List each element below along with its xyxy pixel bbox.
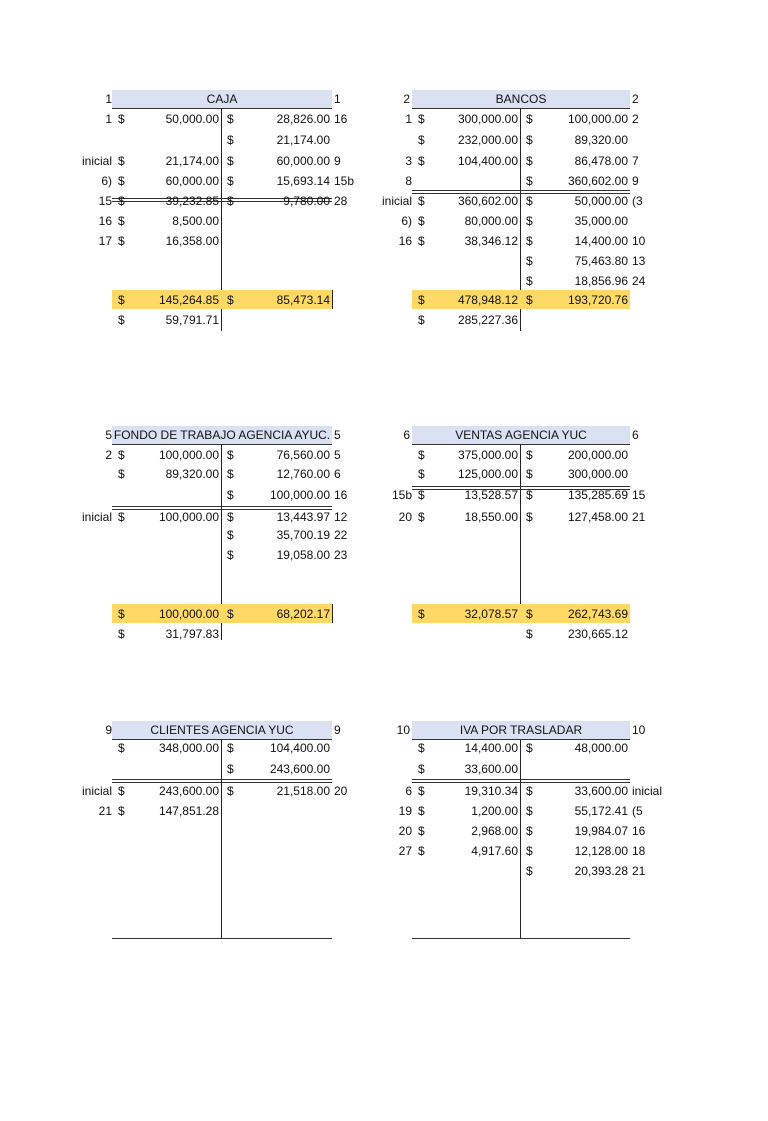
rule	[112, 779, 332, 780]
currency-symbol: $	[526, 804, 533, 818]
account-title: VENTAS AGENCIA YUC	[412, 426, 630, 445]
currency-symbol: $	[118, 627, 125, 641]
account-number-right: 6	[632, 428, 639, 442]
currency-symbol: $	[118, 234, 125, 248]
currency-symbol: $	[227, 293, 234, 307]
currency-symbol: $	[526, 154, 533, 168]
debit-amount: 147,851.28	[158, 804, 219, 818]
currency-symbol: $	[227, 448, 234, 462]
debit-amount: 348,000.00	[158, 741, 219, 755]
account-title: FONDO DE TRABAJO AGENCIA AYUC.	[112, 426, 332, 445]
currency-symbol: $	[227, 488, 234, 502]
credit-amount: 86,478.00	[574, 154, 628, 168]
currency-symbol: $	[418, 214, 425, 228]
credit-amount: 35,000.00	[574, 214, 628, 228]
debit-amount: 33,600.00	[464, 762, 518, 776]
currency-symbol: $	[526, 741, 533, 755]
credit-amount: 55,172.41	[574, 804, 628, 818]
account-iva	[370, 721, 700, 1121]
currency-symbol: $	[418, 112, 425, 126]
currency-symbol: $	[526, 510, 533, 524]
debit-amount: 8,500.00	[172, 214, 219, 228]
currency-symbol: $	[526, 174, 533, 188]
credit-amount: 21,518.00	[276, 784, 330, 798]
total-credit: 68,202.17	[276, 607, 330, 621]
debit-amount: 60,000.00	[165, 174, 219, 188]
t-account-divider	[221, 309, 222, 331]
debit-ref: 21	[98, 804, 112, 818]
credit-amount: 12,128.00	[574, 844, 628, 858]
account-number-right: 10	[632, 723, 646, 737]
currency-symbol: $	[227, 548, 234, 562]
total-debit: 478,948.12	[457, 293, 518, 307]
currency-symbol: $	[227, 607, 234, 621]
currency-symbol: $	[418, 607, 425, 621]
currency-symbol: $	[118, 214, 125, 228]
account-number-left: 2	[403, 92, 410, 106]
credit-ref: 21	[632, 864, 646, 878]
debit-ref: inicial	[81, 510, 112, 524]
currency-symbol: $	[418, 234, 425, 248]
debit-amount: 13,528.57	[464, 488, 518, 502]
credit-amount: 360,602.00	[567, 174, 628, 188]
currency-symbol: $	[418, 133, 425, 147]
credit-ref: 12	[334, 510, 348, 524]
account-number-left: 6	[403, 428, 410, 442]
total-credit: 85,473.14	[276, 293, 330, 307]
debit-amount: 360,602.00	[457, 194, 518, 208]
currency-symbol: $	[526, 824, 533, 838]
debit-amount: 4,917.60	[471, 844, 518, 858]
debit-ref: 16	[98, 214, 112, 228]
account-number-left: 10	[396, 723, 410, 737]
currency-symbol: $	[418, 488, 425, 502]
rule	[112, 506, 332, 507]
credit-amount: 200,000.00	[567, 448, 628, 462]
debit-amount: 14,400.00	[464, 741, 518, 755]
currency-symbol: $	[526, 214, 533, 228]
currency-symbol: $	[227, 784, 234, 798]
total-debit: 32,078.57	[464, 607, 518, 621]
currency-symbol: $	[418, 293, 425, 307]
credit-ref: 16	[334, 488, 348, 502]
credit-ref: 20	[334, 784, 348, 798]
debit-amount: 1,200.00	[471, 804, 518, 818]
credit-ref: 2	[632, 112, 639, 126]
currency-symbol: $	[227, 528, 234, 542]
credit-amount: 89,320.00	[574, 133, 628, 147]
account-title: CLIENTES AGENCIA YUC	[112, 721, 332, 740]
currency-symbol: $	[526, 194, 533, 208]
debit-amount: 21,174.00	[165, 154, 219, 168]
currency-symbol: $	[418, 804, 425, 818]
currency-symbol: $	[526, 293, 533, 307]
credit-amount: 21,174.00	[276, 133, 330, 147]
credit-amount: 14,400.00	[574, 234, 628, 248]
total-credit: 193,720.76	[567, 293, 628, 307]
t-account-divider	[520, 740, 521, 938]
currency-symbol: $	[118, 112, 125, 126]
credit-ref: 16	[632, 824, 646, 838]
currency-symbol: $	[526, 112, 533, 126]
account-number-left: 1	[105, 92, 112, 106]
currency-symbol: $	[227, 133, 234, 147]
debit-ref: 2	[105, 448, 112, 462]
credit-amount: 60,000.00	[276, 154, 330, 168]
credit-amount: 135,285.69	[567, 488, 628, 502]
currency-symbol: $	[118, 293, 125, 307]
credit-ref: (5	[632, 804, 643, 818]
credit-amount: 18,856.96	[574, 274, 628, 288]
credit-amount: 9,780.00	[283, 194, 330, 208]
currency-symbol: $	[418, 467, 425, 481]
balance-debit: 31,797.83	[165, 627, 219, 641]
currency-symbol: $	[418, 762, 425, 776]
debit-ref: inicial	[81, 154, 112, 168]
total-credit: 262,743.69	[567, 607, 628, 621]
credit-ref: 28	[334, 194, 348, 208]
currency-symbol: $	[526, 274, 533, 288]
currency-symbol: $	[118, 154, 125, 168]
account-number-left: 9	[105, 723, 112, 737]
debit-amount: 125,000.00	[457, 467, 518, 481]
credit-amount: 20,393.28	[574, 864, 628, 878]
credit-ref: 13	[632, 254, 646, 268]
credit-amount: 50,000.00	[574, 194, 628, 208]
debit-ref: 19	[398, 804, 412, 818]
credit-amount: 12,760.00	[276, 467, 330, 481]
total-debit: 145,264.85	[158, 293, 219, 307]
currency-symbol: $	[526, 448, 533, 462]
credit-amount: 28,826.00	[276, 112, 330, 126]
credit-ref: (3	[632, 194, 643, 208]
currency-symbol: $	[526, 627, 533, 641]
debit-ref: 16	[398, 234, 412, 248]
debit-amount: 232,000.00	[457, 133, 518, 147]
debit-amount: 50,000.00	[165, 112, 219, 126]
currency-symbol: $	[227, 467, 234, 481]
balance-debit: 59,791.71	[165, 313, 219, 327]
credit-amount: 33,600.00	[574, 784, 628, 798]
account-title: BANCOS	[412, 90, 630, 109]
debit-amount: 100,000.00	[158, 510, 219, 524]
currency-symbol: $	[227, 112, 234, 126]
credit-amount: 100,000.00	[567, 112, 628, 126]
currency-symbol: $	[418, 784, 425, 798]
debit-amount: 89,320.00	[165, 467, 219, 481]
debit-amount: 300,000.00	[457, 112, 518, 126]
currency-symbol: $	[227, 762, 234, 776]
credit-amount: 243,600.00	[269, 762, 330, 776]
credit-ref: 15	[632, 488, 646, 502]
debit-ref: inicial	[81, 784, 112, 798]
debit-ref: 17	[98, 234, 112, 248]
currency-symbol: $	[418, 844, 425, 858]
currency-symbol: $	[526, 488, 533, 502]
credit-ref: 24	[632, 274, 646, 288]
rule	[412, 938, 630, 939]
debit-ref: 1	[405, 112, 412, 126]
credit-ref: 21	[632, 510, 646, 524]
credit-ref: 15b	[334, 174, 355, 188]
debit-amount: 375,000.00	[457, 448, 518, 462]
currency-symbol: $	[118, 194, 125, 208]
currency-symbol: $	[118, 174, 125, 188]
t-account-divider	[221, 740, 222, 938]
credit-ref: 7	[632, 154, 639, 168]
currency-symbol: $	[418, 194, 425, 208]
currency-symbol: $	[526, 133, 533, 147]
debit-amount: 39,232.85	[165, 194, 219, 208]
total-debit: 100,000.00	[158, 607, 219, 621]
debit-ref: 20	[398, 510, 412, 524]
currency-symbol: $	[526, 467, 533, 481]
credit-ref: 5	[334, 448, 341, 462]
currency-symbol: $	[118, 448, 125, 462]
account-number-right: 2	[632, 92, 639, 106]
account-clientes	[70, 721, 400, 1121]
currency-symbol: $	[418, 313, 425, 327]
currency-symbol: $	[227, 510, 234, 524]
credit-ref: 16	[334, 112, 348, 126]
credit-amount: 300,000.00	[567, 467, 628, 481]
credit-amount: 100,000.00	[269, 488, 330, 502]
credit-amount: 127,458.00	[567, 510, 628, 524]
currency-symbol: $	[418, 510, 425, 524]
currency-symbol: $	[526, 607, 533, 621]
rule	[112, 938, 332, 939]
credit-ref: 6	[334, 467, 341, 481]
debit-ref: 1	[105, 112, 112, 126]
account-number-right: 9	[334, 723, 341, 737]
debit-ref: 27	[398, 844, 412, 858]
debit-ref: 6)	[401, 214, 412, 228]
debit-ref: 8	[405, 174, 412, 188]
currency-symbol: $	[118, 467, 125, 481]
debit-amount: 104,400.00	[457, 154, 518, 168]
currency-symbol: $	[118, 607, 125, 621]
credit-ref: inicial	[632, 784, 663, 798]
debit-amount: 243,600.00	[158, 784, 219, 798]
credit-amount: 15,693.14	[276, 174, 330, 188]
currency-symbol: $	[526, 784, 533, 798]
debit-ref: inicial	[381, 194, 412, 208]
account-title: IVA POR TRASLADAR	[412, 721, 630, 740]
debit-ref: 20	[398, 824, 412, 838]
debit-ref: 6	[405, 784, 412, 798]
t-account-divider	[520, 445, 521, 604]
currency-symbol: $	[118, 804, 125, 818]
debit-ref: 15	[98, 194, 112, 208]
currency-symbol: $	[118, 313, 125, 327]
credit-amount: 19,984.07	[574, 824, 628, 838]
currency-symbol: $	[118, 784, 125, 798]
debit-amount: 18,550.00	[464, 510, 518, 524]
currency-symbol: $	[526, 864, 533, 878]
account-number-right: 1	[334, 92, 341, 106]
credit-ref: 23	[334, 548, 348, 562]
credit-amount: 19,058.00	[276, 548, 330, 562]
credit-amount: 104,400.00	[269, 741, 330, 755]
currency-symbol: $	[418, 448, 425, 462]
currency-symbol: $	[118, 741, 125, 755]
debit-amount: 38,346.12	[464, 234, 518, 248]
currency-symbol: $	[227, 741, 234, 755]
currency-symbol: $	[526, 844, 533, 858]
rule	[412, 779, 630, 780]
currency-symbol: $	[418, 154, 425, 168]
currency-symbol: $	[118, 510, 125, 524]
debit-amount: 80,000.00	[464, 214, 518, 228]
currency-symbol: $	[227, 194, 234, 208]
credit-ref: 9	[334, 154, 341, 168]
balance-credit: 230,665.12	[567, 627, 628, 641]
credit-amount: 75,463.80	[574, 254, 628, 268]
currency-symbol: $	[227, 174, 234, 188]
debit-amount: 100,000.00	[158, 448, 219, 462]
t-account-divider	[332, 604, 333, 623]
credit-ref: 9	[632, 174, 639, 188]
account-number-right: 5	[334, 428, 341, 442]
debit-ref: 3	[405, 154, 412, 168]
credit-ref: 18	[632, 844, 646, 858]
currency-symbol: $	[227, 154, 234, 168]
balance-debit: 285,227.36	[457, 313, 518, 327]
credit-ref: 22	[334, 528, 348, 542]
debit-amount: 19,310.34	[464, 784, 518, 798]
account-number-left: 5	[105, 428, 112, 442]
rule	[412, 190, 630, 191]
credit-amount: 48,000.00	[574, 741, 628, 755]
credit-amount: 35,700.19	[276, 528, 330, 542]
currency-symbol: $	[526, 234, 533, 248]
debit-amount: 2,968.00	[471, 824, 518, 838]
currency-symbol: $	[418, 824, 425, 838]
debit-ref: 6)	[101, 174, 112, 188]
credit-ref: 10	[632, 234, 646, 248]
currency-symbol: $	[526, 254, 533, 268]
currency-symbol: $	[418, 741, 425, 755]
debit-amount: 16,358.00	[165, 234, 219, 248]
debit-ref: 15b	[391, 488, 412, 502]
account-title: CAJA	[112, 90, 332, 109]
credit-amount: 76,560.00	[276, 448, 330, 462]
credit-amount: 13,443.97	[276, 510, 330, 524]
t-account-divider	[332, 290, 333, 309]
